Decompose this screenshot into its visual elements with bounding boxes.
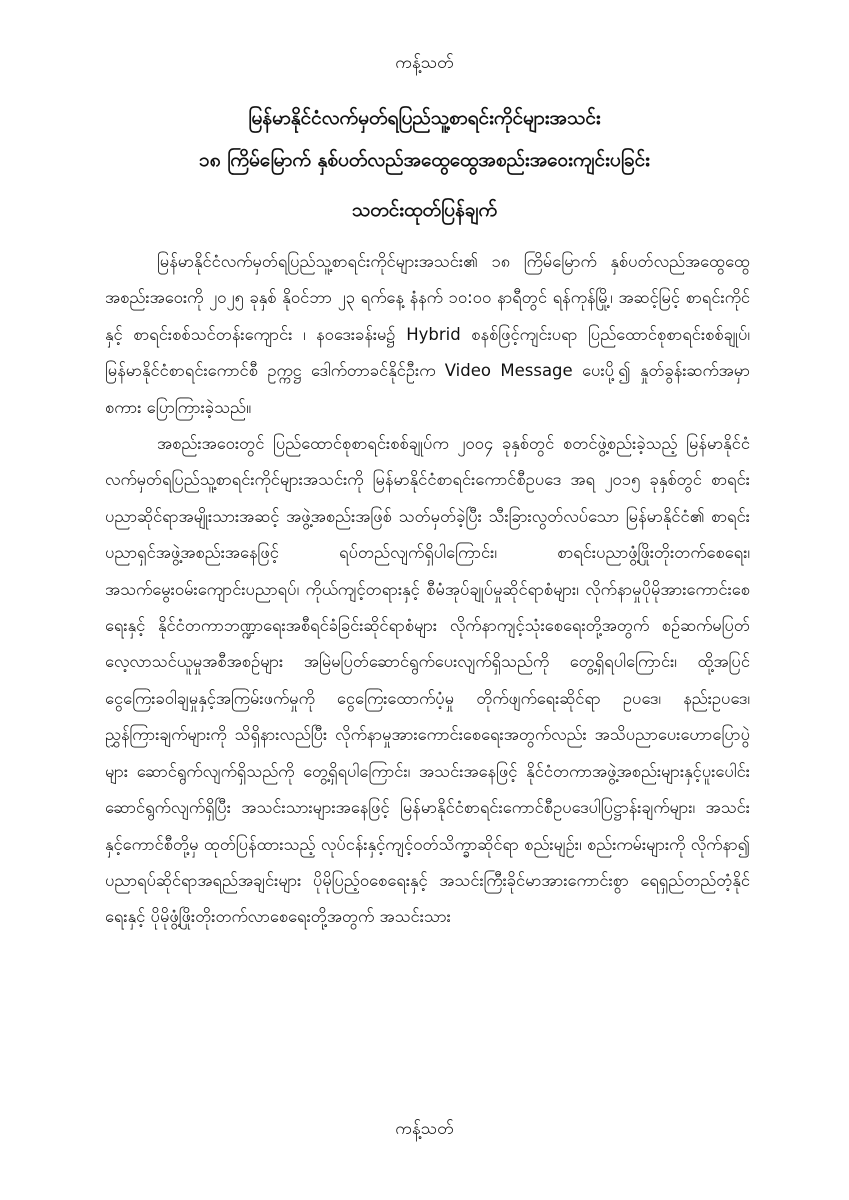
document-title-meeting: ၁၈ ကြိမ်မြောက် နှစ်ပတ်လည်အထွေထွေအစည်းအဝေးကျင်းပခြင်း [199, 149, 650, 171]
body-paragraph-2: အစည်းအဝေးတွင် ပြည်ထောင်စုစာရင်းစစ်ချုပ်က ၂၀၀၄ ခုနှစ်တွင် စတင်ဖွဲ့စည်းခဲ့သည့် မြန်မာနိုင်ငံလက်မှတ်ရပြည်သူ့စာရင်းကိုင်များအသင်းကို မြန်မာနိုင်ငံစာရင်းကောင်စီဥပဒေ အရ ၂၀၁၅ ခုနှစ်တွင် စာရင်းပညာဆိုင်ရာအမျိုးသားအဆင့် အဖွဲ့အစည်းအဖြစ် သတ်မှတ်ခဲ့ပြီး သီးခြားလွတ်လပ်သော မြန်မာနိုင်ငံ၏ စာရင်းပညာရှင်အဖွဲ့အစည်းအနေဖြင့် ရပ်တည်လျက်ရှိပါကြောင်း၊ စာရင်းပညာဖွံ့ဖြိုးတိုးတက်စေရေး၊ အသက်မွေးဝမ်းကျောင်းပညာရပ်၊ ကိုယ်ကျင့်တရားနှင့် စီမံအုပ်ချုပ်မှုဆိုင်ရာစံများ၊ လိုက်နာမှုပိုမိုအားကောင်းစေရေးနှင့် နိုင်ငံတကာဘဏ္ဍာရေးအစီရင်ခံခြင်းဆိုင်ရာစံများ လိုက်နာကျင့်သုံးစေရေးတို့အတွက် စဉ်ဆက်မပြတ်လေ့လာသင်ယူမှုအစီအစဉ်များ အမြဲမပြတ်ဆောင်ရွက်ပေးလျက်ရှိသည်ကို တွေ့ရှိရပါကြောင်း၊ ထို့အပြင် ငွေကြေးခဝါချမှုနှင့်အကြမ်းဖက်မှုကို ငွေကြေးထောက်ပံ့မှု တိုက်ဖျက်ရေးဆိုင်ရာ ဥပဒေ၊ နည်းဥပဒေ၊ ညွှန်ကြားချက်များကို သိရှိနားလည်ပြီး လိုက်နာမှုအားကောင်းစေရေးအတွက်လည်း အသိပညာပေးဟောပြောပွဲများ ဆောင်ရွက်လျက်ရှိသည်ကို တွေ့ရှိရပါကြောင်း၊ အသင်းအနေဖြင့် နိုင်ငံတကာအဖွဲ့အစည်းများနှင့်ပူးပေါင်းဆောင်ရွက်လျက်ရှိပြီး အသင်းသားများအနေဖြင့် မြန်မာနိုင်ငံစာရင်းကောင်စီဥပဒေပါပြဋ္ဌာန်းချက်များ၊ အသင်းနှင့်ကောင်စီတို့မှ ထုတ်ပြန်ထားသည့် လုပ်ငန်းနှင့်ကျင့်ဝတ်သိက္ခာဆိုင်ရာ စည်းမျဉ်း၊ စည်းကမ်းများကို လိုက်နာ၍ ပညာရပ်ဆိုင်ရာအရည်အချင်းများ ပိုမိုပြည့်ဝစေရေးနှင့် အသင်းကြီးခိုင်မာအားကောင်းစွာ ရေရှည်တည်တံ့နိုင်ရေးနှင့် ပိုမိုဖွံ့ဖြိုးတိုးတက်လာစေရေးတို့အတွက် အသင်းသား [105, 434, 750, 927]
document-title-press-release: သတင်းထုတ်ပြန်ချက် [351, 199, 498, 221]
document-body [105, 244, 750, 936]
body-paragraph-1: မြန်မာနိုင်ငံလက်မှတ်ရပြည်သူ့စာရင်းကိုင်များအသင်း၏ ၁၈ ကြိမ်မြောက် နှစ်ပတ်လည်အထွေထွေအစည်းအဝေးကို ၂၀၂၅ ခုနှစ် နိုဝင်ဘာ ၂၃ ရက်နေ့ နံနက် ၁၀:၀၀ နာရီတွင် ရန်ကုန်မြို့၊ အဆင့်မြင့် စာရင်းကိုင်နှင့် စာရင်းစစ်သင်တန်းကျောင်း ၊ နဝဒေးခန်းမ၌ Hybrid စနစ်ဖြင့်ကျင်းပရာ ပြည်ထောင်စုစာရင်းစစ်ချုပ်၊ မြန်မာနိုင်ငံစာရင်းကောင်စီ ဥက္ကဋ္ဌ ဒေါက်တာခင်နိုင်ဦးက Video Message ပေးပို့၍ နှုတ်ခွန်းဆက်အမှာစကား ပြောကြားခဲ့သည်။ [105, 252, 750, 417]
header-classification-mark: ကန့်သတ် [395, 53, 454, 73]
document-title-organization: မြန်မာနိုင်ငံလက်မှတ်ရပြည်သူ့စာရင်းကိုင်များအသင်း [248, 107, 601, 129]
footer-classification-mark: ကန့်သတ် [395, 1119, 454, 1139]
